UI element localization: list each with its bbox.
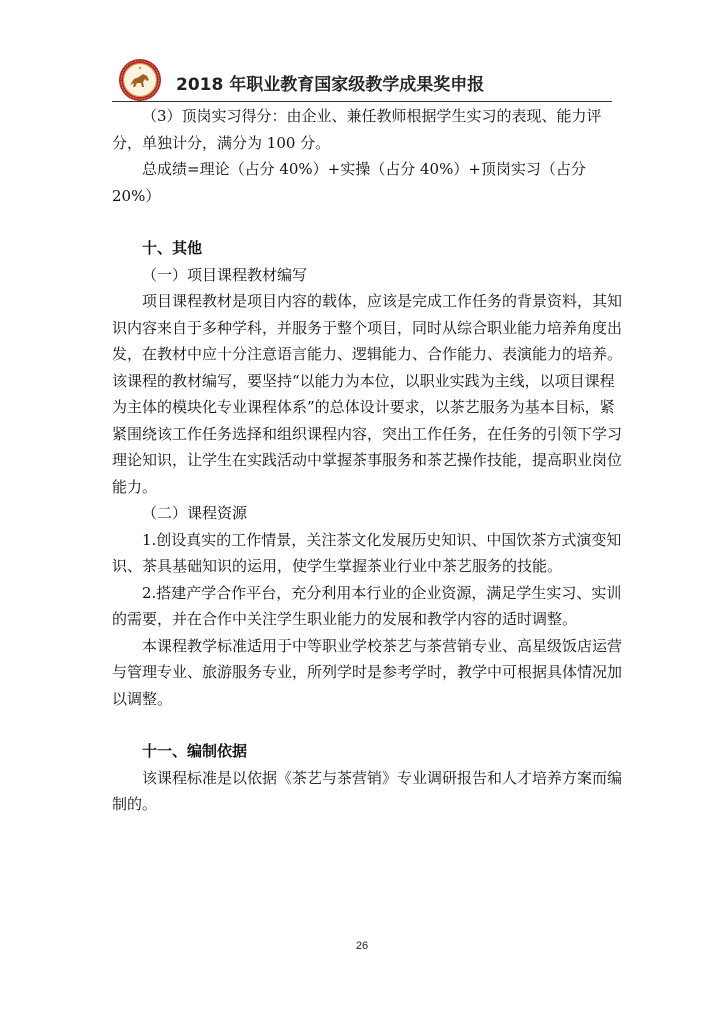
- award-seal-icon: [118, 58, 162, 102]
- document-body: [112, 103, 624, 818]
- header-title: 2018 年职业教育国家级教学成果奖申报: [176, 75, 485, 95]
- spacer: [112, 209, 624, 235]
- resources-item-1: 1.创设真实的工作情景，关注茶文化发展历史知识、中国饮茶方式演变知识、茶具基础知识的运用，使学生掌握茶业行业中茶艺服务的技能。: [112, 530, 622, 575]
- header-rule: [112, 101, 612, 102]
- page-number: 26: [355, 940, 369, 952]
- subsection-title-textbook: （一）项目课程教材编写: [142, 265, 308, 284]
- total-score-paragraph: 总成绩=理论（占分 40%）+实操（占分 40%）+顶岗实习（占分 20%）: [112, 160, 586, 205]
- basis-paragraph: 该课程标准是以依据《茶艺与茶营销》专业调研报告和人才培养方案而编制的。: [112, 768, 623, 813]
- applicability-paragraph: 本课程教学标准适用于中等职业学校茶艺与茶营销专业、高星级饭店运营与管理专业、旅游服务专业，所列学时是参考学时，教学中可根据具体情况加以调整。: [112, 636, 623, 708]
- spacer: [112, 712, 624, 738]
- page-header: [118, 56, 618, 102]
- internship-score-paragraph: （3）顶岗实习得分：由企业、兼任教师根据学生实习的表现、能力评分，单独计分，满分为 100 分。: [112, 107, 602, 152]
- section-title-other: 十、其他: [142, 239, 203, 257]
- section-title-basis: 十一、编制依据: [142, 742, 248, 760]
- resources-item-2: 2.搭建产学合作平台，充分利用本行业的企业资源，满足学生实习、实训的需要，并在合作中关注学生职业能力的发展和教学内容的适时调整。: [112, 583, 622, 628]
- textbook-paragraph: 项目课程教材是项目内容的载体，应该是完成工作任务的背景资料，其知识内容来自于多种学科，并服务于整个项目，同时从综合职业能力培养角度出发，在教材中应十分注意语言能力、逻辑能力、合作能力、表演能力的培养。该课程的教材编写，要坚持“以能力为本位，以职业实践为主线，以项目课程为主体的模块化专业课程体系”的总体设计要求，以茶艺服务为基本目标，紧紧围绕该工作任务选择和组织课程内容，突出工作任务，在任务的引领下学习理论知识，让学生在实践活动中掌握茶事服务和茶艺操作技能，提高职业岗位能力。: [112, 292, 623, 496]
- subsection-title-resources: （二）课程资源: [142, 504, 248, 522]
